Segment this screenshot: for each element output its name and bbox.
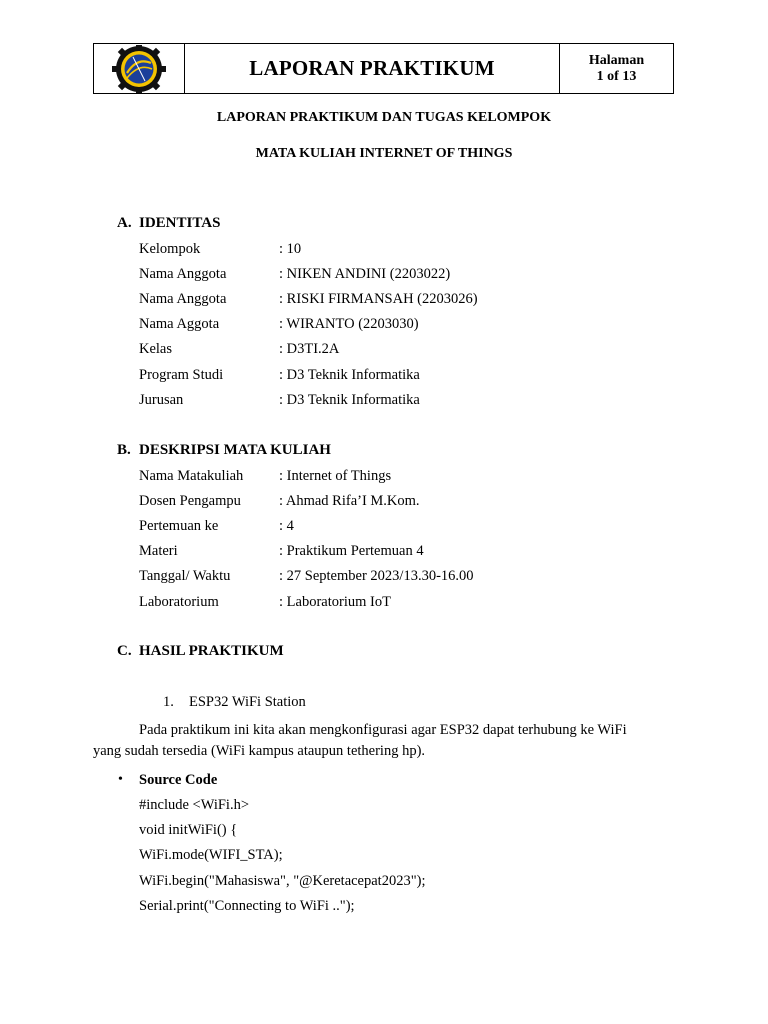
row-value: : D3 Teknik Informatika (279, 367, 420, 383)
row-value: : RISKI FIRMANSAH (2203026) (279, 291, 478, 307)
doc-title-line1: LAPORAN PRAKTIKUM DAN TUGAS KELOMPOK (216, 110, 552, 125)
row-label: Program Studi (139, 367, 224, 383)
header-title: LAPORAN PRAKTIKUM (185, 44, 560, 93)
list-number: 1. (163, 694, 174, 710)
paragraph-line-1: Pada praktikum ini kita akan mengkonfigurasi agar ESP32 dapat terhubung ke WiFi (139, 722, 627, 738)
paragraph-line-2: yang sudah tersedia (WiFi kampus ataupun tethering hp). (93, 743, 426, 759)
row-label: Materi (139, 543, 178, 559)
section-a-letter: A. (117, 215, 132, 231)
row-value: : 10 (279, 241, 302, 257)
row-value: : D3TI.2A (279, 341, 340, 357)
row-label: Jurusan (139, 392, 184, 408)
section-b-letter: B. (117, 442, 131, 458)
course-row (139, 568, 474, 585)
code-line: #include <WiFi.h> (139, 797, 250, 813)
course-row (139, 468, 391, 485)
row-value: : NIKEN ANDINI (2203022) (279, 266, 451, 282)
code-line: Serial.print("Connecting to WiFi .."); (139, 898, 355, 914)
section-a-title: IDENTITAS (139, 215, 221, 231)
section-c-letter: C. (117, 643, 132, 659)
logo-cell (94, 44, 185, 93)
source-code-label: Source Code (139, 772, 218, 788)
row-value: : D3 Teknik Informatika (279, 392, 420, 408)
row-label: Tanggal/ Waktu (139, 568, 231, 584)
identity-row (139, 367, 420, 384)
identity-row (139, 241, 301, 258)
row-value: : Praktikum Pertemuan 4 (279, 543, 424, 559)
doc-title-line2: MATA KULIAH INTERNET OF THINGS (255, 146, 513, 161)
course-row (139, 594, 391, 611)
identity-row (139, 316, 419, 333)
list-item (163, 694, 306, 711)
row-label: Kelas (139, 341, 173, 357)
row-label: Nama Aggota (139, 316, 220, 332)
course-row (139, 543, 424, 560)
code-line: void initWiFi() { (139, 822, 238, 838)
identity-row (139, 392, 420, 409)
course-row (139, 493, 420, 510)
row-value: : WIRANTO (2203030) (279, 316, 419, 332)
row-label: Kelompok (139, 241, 201, 257)
section-b-title: DESKRIPSI MATA KULIAH (139, 442, 331, 458)
code-line: WiFi.mode(WIFI_STA); (139, 847, 283, 863)
row-value: : Ahmad Rifa’I M.Kom. (279, 493, 420, 509)
section-c-heading (117, 643, 284, 660)
page-label: Halaman (588, 52, 645, 68)
row-label: Pertemuan ke (139, 518, 219, 534)
bullet-icon: • (118, 772, 123, 787)
row-value: : Internet of Things (279, 468, 392, 484)
section-a-heading (117, 215, 220, 232)
row-value: : Laboratorium IoT (279, 594, 391, 610)
list-item-title: ESP32 WiFi Station (189, 694, 306, 710)
row-label: Nama Matakuliah (139, 468, 244, 484)
row-label: Laboratorium (139, 594, 219, 610)
identity-row (139, 341, 339, 358)
row-value: : 27 September 2023/13.30-16.00 (279, 568, 474, 584)
course-row (139, 518, 294, 535)
row-label: Dosen Pengampu (139, 493, 241, 509)
row-value: : 4 (279, 518, 294, 534)
header-table (93, 43, 674, 94)
code-line: WiFi.begin("Mahasiswa", "@Keretacepat2023"); (139, 873, 426, 889)
section-b-heading (117, 442, 331, 459)
institution-logo-icon (108, 45, 170, 93)
identity-row (139, 266, 450, 283)
identity-row (139, 291, 478, 308)
row-label: Nama Anggota (139, 291, 227, 307)
page-value: 1 of 13 (596, 68, 637, 84)
section-c-title: HASIL PRAKTIKUM (139, 643, 284, 659)
row-label: Nama Anggota (139, 266, 227, 282)
page-indicator (560, 44, 673, 93)
